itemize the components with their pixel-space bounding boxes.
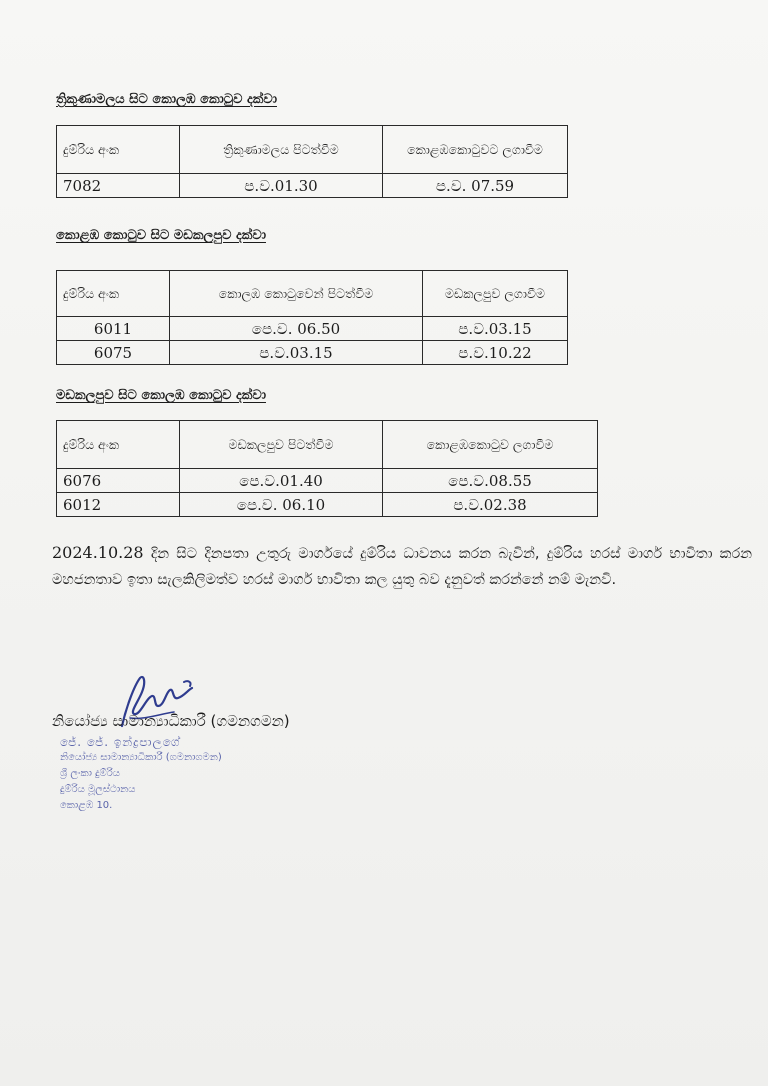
train-number: 6012: [57, 493, 180, 517]
column-header: දුම්රිය අංක: [57, 421, 180, 469]
notice-date: 2024.10.28: [52, 543, 144, 562]
column-header: ත්‍රිකුණාමලය පිටත්වීම: [180, 126, 383, 174]
column-header: දුම්රිය අංක: [57, 126, 180, 174]
column-header: කොළඹකොටුවට ලගාවීම: [383, 126, 568, 174]
official-stamp: [60, 734, 222, 814]
arrival-time: ප.ව.03.15: [423, 317, 568, 341]
column-header: මඩකලපුව පිටත්වීම: [180, 421, 383, 469]
arrival-time: පෙ.ව.08.55: [383, 469, 598, 493]
departure-time: පෙ.ව. 06.10: [180, 493, 383, 517]
timetable-3: [56, 420, 598, 517]
timetable-1: [56, 125, 568, 198]
column-header: දුම්රිය අංක: [57, 271, 170, 317]
table-row: [57, 493, 598, 517]
section-heading-1: ත්‍රිකුණාමලය සිට කොලඹ කොටුව දක්වා: [56, 92, 277, 107]
notice-text: දින සිට දිනපතා උතුරු මාර්ගයේ දුම්රිය ධාවනය කරන බැවින්, දුම්රිය හරස් මාර්ග භාවිතා කරන මහජනතාව ඉතා සැලකිලිමත්ව හරස් මාර්ග භාවිතා කල යුතු බව දැනුවත් කරන්නේ නම් මැනවි.: [52, 546, 752, 588]
notice-paragraph: [52, 540, 752, 593]
column-header: මඩකලපුව ලගාවීම: [423, 271, 568, 317]
section-heading-3: මඩකලපුව සිට කොලඹ කොටුව දක්වා: [56, 388, 266, 403]
departure-time: පෙ.ව.01.40: [180, 469, 383, 493]
arrival-time: ප.ව.02.38: [383, 493, 598, 517]
table-header-row: [57, 271, 568, 317]
signatory-title: නියෝජ්‍ය සාමාන්‍යාධිකාරී (ගමනගමන): [52, 712, 290, 730]
arrival-time: ප.ව.10.22: [423, 341, 568, 365]
train-number: 6075: [57, 341, 170, 365]
timetable-2: [56, 270, 568, 365]
table-row: [57, 341, 568, 365]
stamp-line: නියෝජ්‍ය සාමාන්‍යාධිකාරී (ගමනාගමන): [60, 752, 222, 763]
section-heading-2: කොළඹ කොටුව සිට මඩකලපුව දක්වා: [56, 228, 266, 243]
departure-time: පෙ.ව. 06.50: [170, 317, 423, 341]
table-row: [57, 317, 568, 341]
stamp-name: ජේ. ජේ. ඉන්ද්‍රපාලගේ: [60, 735, 181, 749]
stamp-line: දුම්රිය මූලස්ථානය: [60, 784, 136, 795]
table-header-row: [57, 126, 568, 174]
column-header: කොළඹකොටුව ලගාවීම: [383, 421, 598, 469]
table-header-row: [57, 421, 598, 469]
departure-time: ප.ව.03.15: [170, 341, 423, 365]
column-header: කොලඹ කොටුවෙන් පිටත්වීම: [170, 271, 423, 317]
stamp-line: ශ්‍රී ලංකා දුම්රිය: [60, 768, 120, 779]
table-row: [57, 469, 598, 493]
train-number: 6076: [57, 469, 180, 493]
table-row: [57, 174, 568, 198]
train-number: 6011: [57, 317, 170, 341]
stamp-line: කොළඹ 10.: [60, 800, 113, 811]
train-number: 7082: [57, 174, 180, 198]
arrival-time: ප.ව. 07.59: [383, 174, 568, 198]
departure-time: ප.ව.01.30: [180, 174, 383, 198]
